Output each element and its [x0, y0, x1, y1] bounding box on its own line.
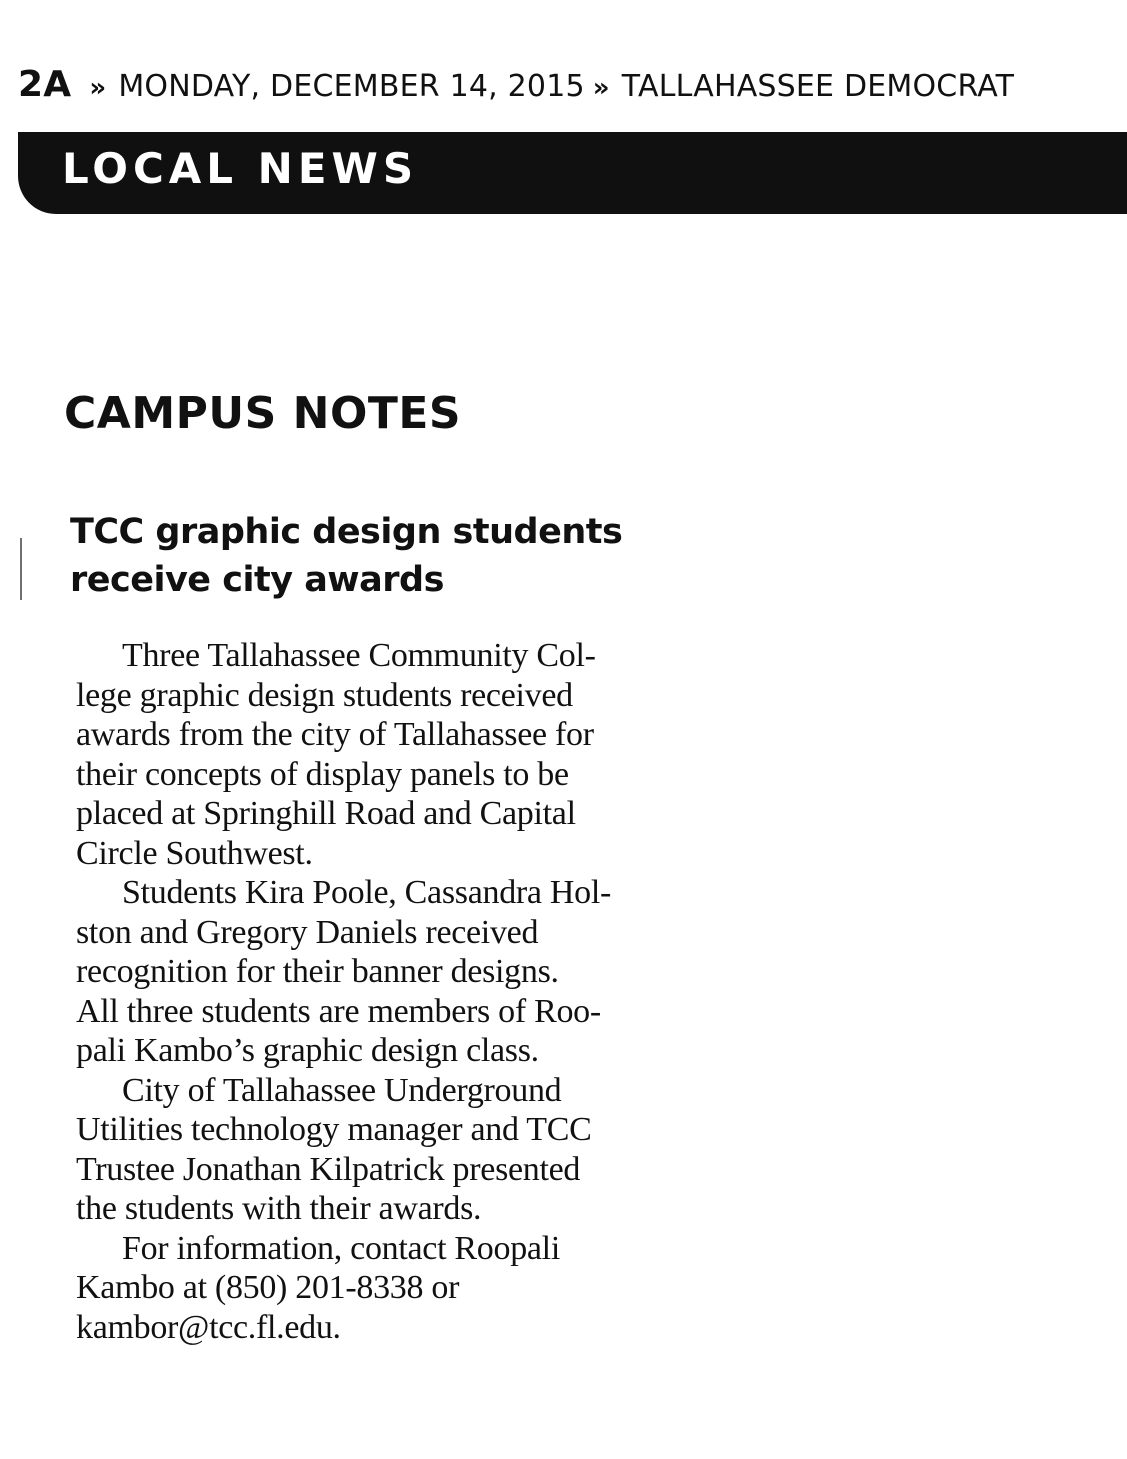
margin-rule	[20, 538, 22, 600]
page-number: 2A	[18, 64, 72, 105]
body-line: Trustee Jonathan Kilpatrick presented	[76, 1150, 581, 1188]
publication-name: TALLAHASSEE DEMOCRAT	[621, 69, 1015, 104]
headline-line: receive city awards	[70, 560, 444, 600]
section-label: LOCAL NEWS	[62, 144, 419, 193]
body-line: recognition for their banner designs.	[76, 953, 559, 990]
column-title: CAMPUS NOTES	[64, 388, 462, 439]
body-line: Students Kira Poole, Cassandra Hol-	[122, 874, 612, 911]
headline-line: TCC graphic design students	[70, 512, 623, 552]
issue-date: MONDAY, DECEMBER 14, 2015	[118, 69, 585, 104]
body-line: kambor@tcc.fl.edu.	[76, 1308, 341, 1346]
body-line: ston and Gregory Daniels received	[76, 913, 539, 951]
body-line: Kambo at (850) 201-8338 or	[76, 1269, 460, 1306]
body-line: placed at Springhill Road and Capital	[76, 795, 576, 832]
body-line: Utilities technology manager and TCC	[76, 1111, 592, 1148]
body-line: pali Kambo’s graphic design class.	[76, 1032, 539, 1069]
page-folio	[18, 64, 1014, 105]
body-line: lege graphic design students received	[76, 676, 573, 714]
body-line: their concepts of display panels to be	[76, 755, 569, 793]
article-body	[76, 636, 796, 1347]
body-line: City of Tallahassee Underground	[122, 1071, 562, 1109]
body-line: For information, contact Roopali	[122, 1229, 560, 1267]
article-headline	[70, 508, 790, 604]
folio-separator: »	[89, 73, 107, 103]
folio-separator: »	[592, 73, 610, 103]
body-line: the students with their awards.	[76, 1190, 482, 1227]
body-line: Three Tallahassee Community Col-	[122, 637, 596, 674]
section-banner	[18, 132, 1127, 214]
body-line: Circle Southwest.	[76, 834, 313, 872]
body-line: All three students are members of Roo-	[76, 992, 601, 1030]
body-line: awards from the city of Tallahassee for	[76, 716, 594, 753]
